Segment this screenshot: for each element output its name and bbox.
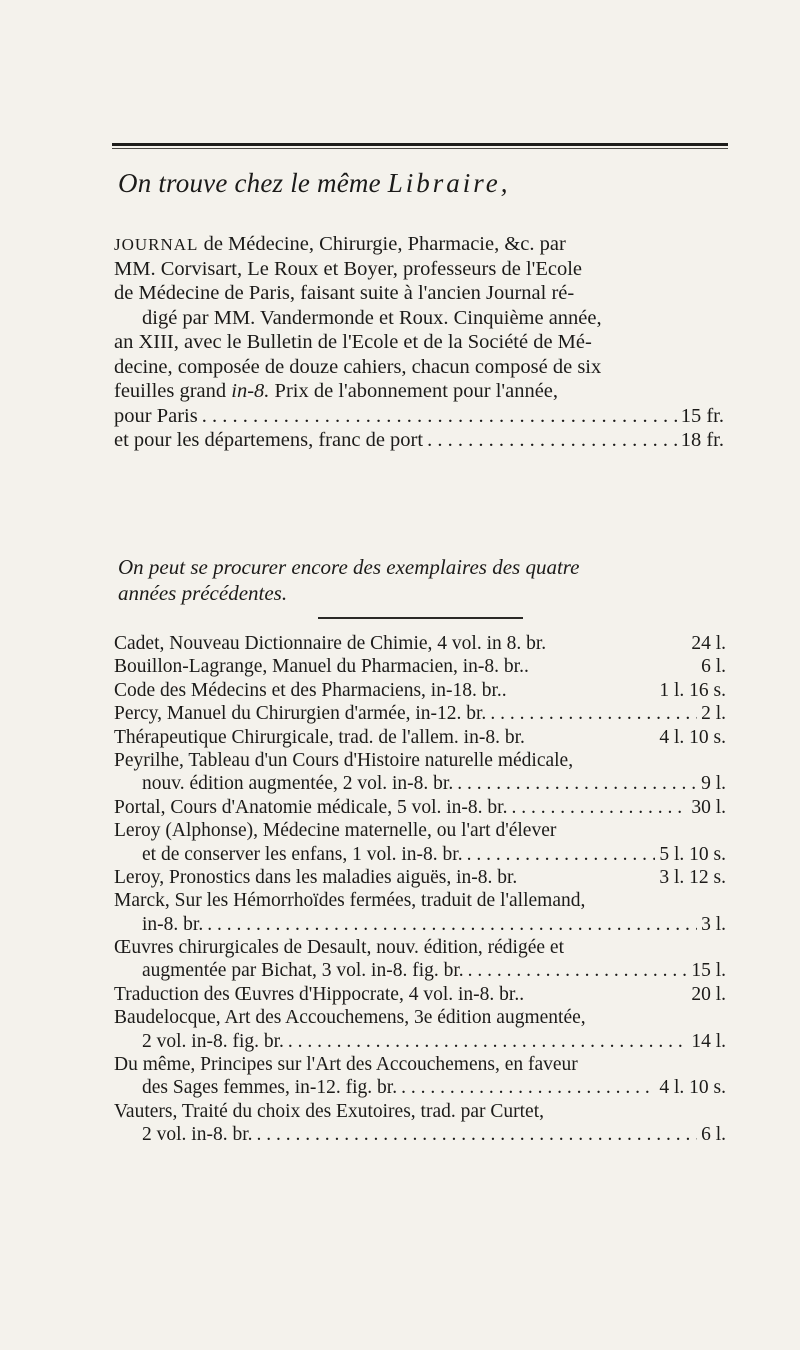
heading-libraire: Libraire, — [387, 168, 511, 198]
catalog-entry: Cadet, Nouveau Dictionnaire de Chimie, 4 vol. in 8. br. 24 l. — [114, 633, 726, 654]
catalog-entry-cont: augmentée par Bichat, 3 vol. in-8. fig. br. . . . 15 l. — [114, 959, 726, 982]
catalog-entry: Baudelocque, Art des Accouchemens, 3e édition augmentée, — [114, 1007, 586, 1029]
page-heading — [118, 168, 718, 199]
heading-text: On trouve chez le même — [118, 168, 381, 198]
catalog-entry-cont: 2 vol. in-8. fig. br. . . . 14 l. — [114, 1030, 726, 1053]
catalog-entry: Thérapeutique Chirurgicale, trad. de l'allem. in-8. br. 4 l. 10 s. — [114, 726, 726, 748]
price-row-paris: pour Paris . . . 15 fr. — [114, 404, 724, 429]
journal-line: decine, composée de douze cahiers, chacun composé de six — [114, 355, 602, 378]
catalog-entry: Du même, Principes sur l'Art des Accouchemens, en faveur — [114, 1054, 578, 1076]
journal-line: an XIII, avec le Bulletin de l'Ecole et de la Société de Mé- — [114, 331, 592, 353]
catalog-entry: Peyrilhe, Tableau d'un Cours d'Histoire naturelle médicale, — [114, 749, 574, 771]
journal-line: digé par MM. Vandermonde et Roux. Cinquième année, — [142, 306, 602, 329]
catalog-entry: Bouillon-Lagrange, Manuel du Pharmacien, in-8. br.. 6 l. — [114, 656, 726, 678]
catalog-entry: Leroy (Alphonse), Médecine maternelle, ou l'art d'élever — [114, 820, 557, 842]
catalog-entry: Œuvres chirurgicales de Desault, nouv. édition, rédigée et — [114, 937, 564, 959]
catalog-entry-cont: nouv. édition augmentée, 2 vol. in-8. br. . . . 9 l. — [114, 772, 726, 795]
catalog-entry-cont: in-8. br. . . . 3 l. — [114, 913, 726, 936]
middle-rule — [318, 617, 523, 619]
catalog-entry-cont: 2 vol. in-8. br. . . . 6 l. — [114, 1123, 726, 1146]
journal-line: JOURNAL de Médecine, Chirurgie, Pharmacie, &c. par — [114, 233, 566, 255]
catalog-entry: Leroy, Pronostics dans les maladies aiguës, in-8. br. 3 l. 12 s. — [114, 866, 726, 888]
book-catalog — [114, 632, 726, 1147]
catalog-entry: Vauters, Traité du choix des Exutoires, trad. par Curtet, — [114, 1100, 544, 1122]
price-row-departements: et pour les départemens, franc de port . . . 18 fr. — [114, 428, 724, 453]
journal-advert — [114, 232, 724, 453]
top-rule — [112, 143, 728, 146]
journal-line: de Médecine de Paris, faisant suite à l'ancien Journal ré- — [114, 282, 575, 304]
catalog-entry: Marck, Sur les Hémorrhoïdes fermées, traduit de l'allemand, — [114, 890, 586, 912]
journal-line: feuilles grand in-8. Prix de l'abonnement pour l'année, — [114, 380, 559, 402]
catalog-entry: Traduction des Œuvres d'Hippocrate, 4 vol. in-8. br.. 20 l. — [114, 983, 726, 1005]
catalog-entry-cont: et de conserver les enfans, 1 vol. in-8. br. . . . 5 l. 10 s. — [114, 843, 726, 866]
catalog-entry: Code des Médecins et des Pharmaciens, in-18. br.. 1 l. 16 s. — [114, 679, 726, 701]
catalog-entry: Percy, Manuel du Chirurgien d'armée, in-12. br. . . . 2 l. — [114, 702, 726, 725]
top-rule-thin — [112, 148, 728, 149]
journal-line: MM. Corvisart, Le Roux et Boyer, professeurs de l'Ecole — [114, 257, 583, 280]
back-issues-note: On peut se procurer encore des exemplaires des quatre années précédentes. — [118, 555, 580, 605]
catalog-entry-cont: des Sages femmes, in-12. fig. br. . . . 4 l. 10 s. — [114, 1076, 726, 1099]
catalog-entry: Portal, Cours d'Anatomie médicale, 5 vol. in-8. br. . . . 30 l. — [114, 796, 726, 819]
